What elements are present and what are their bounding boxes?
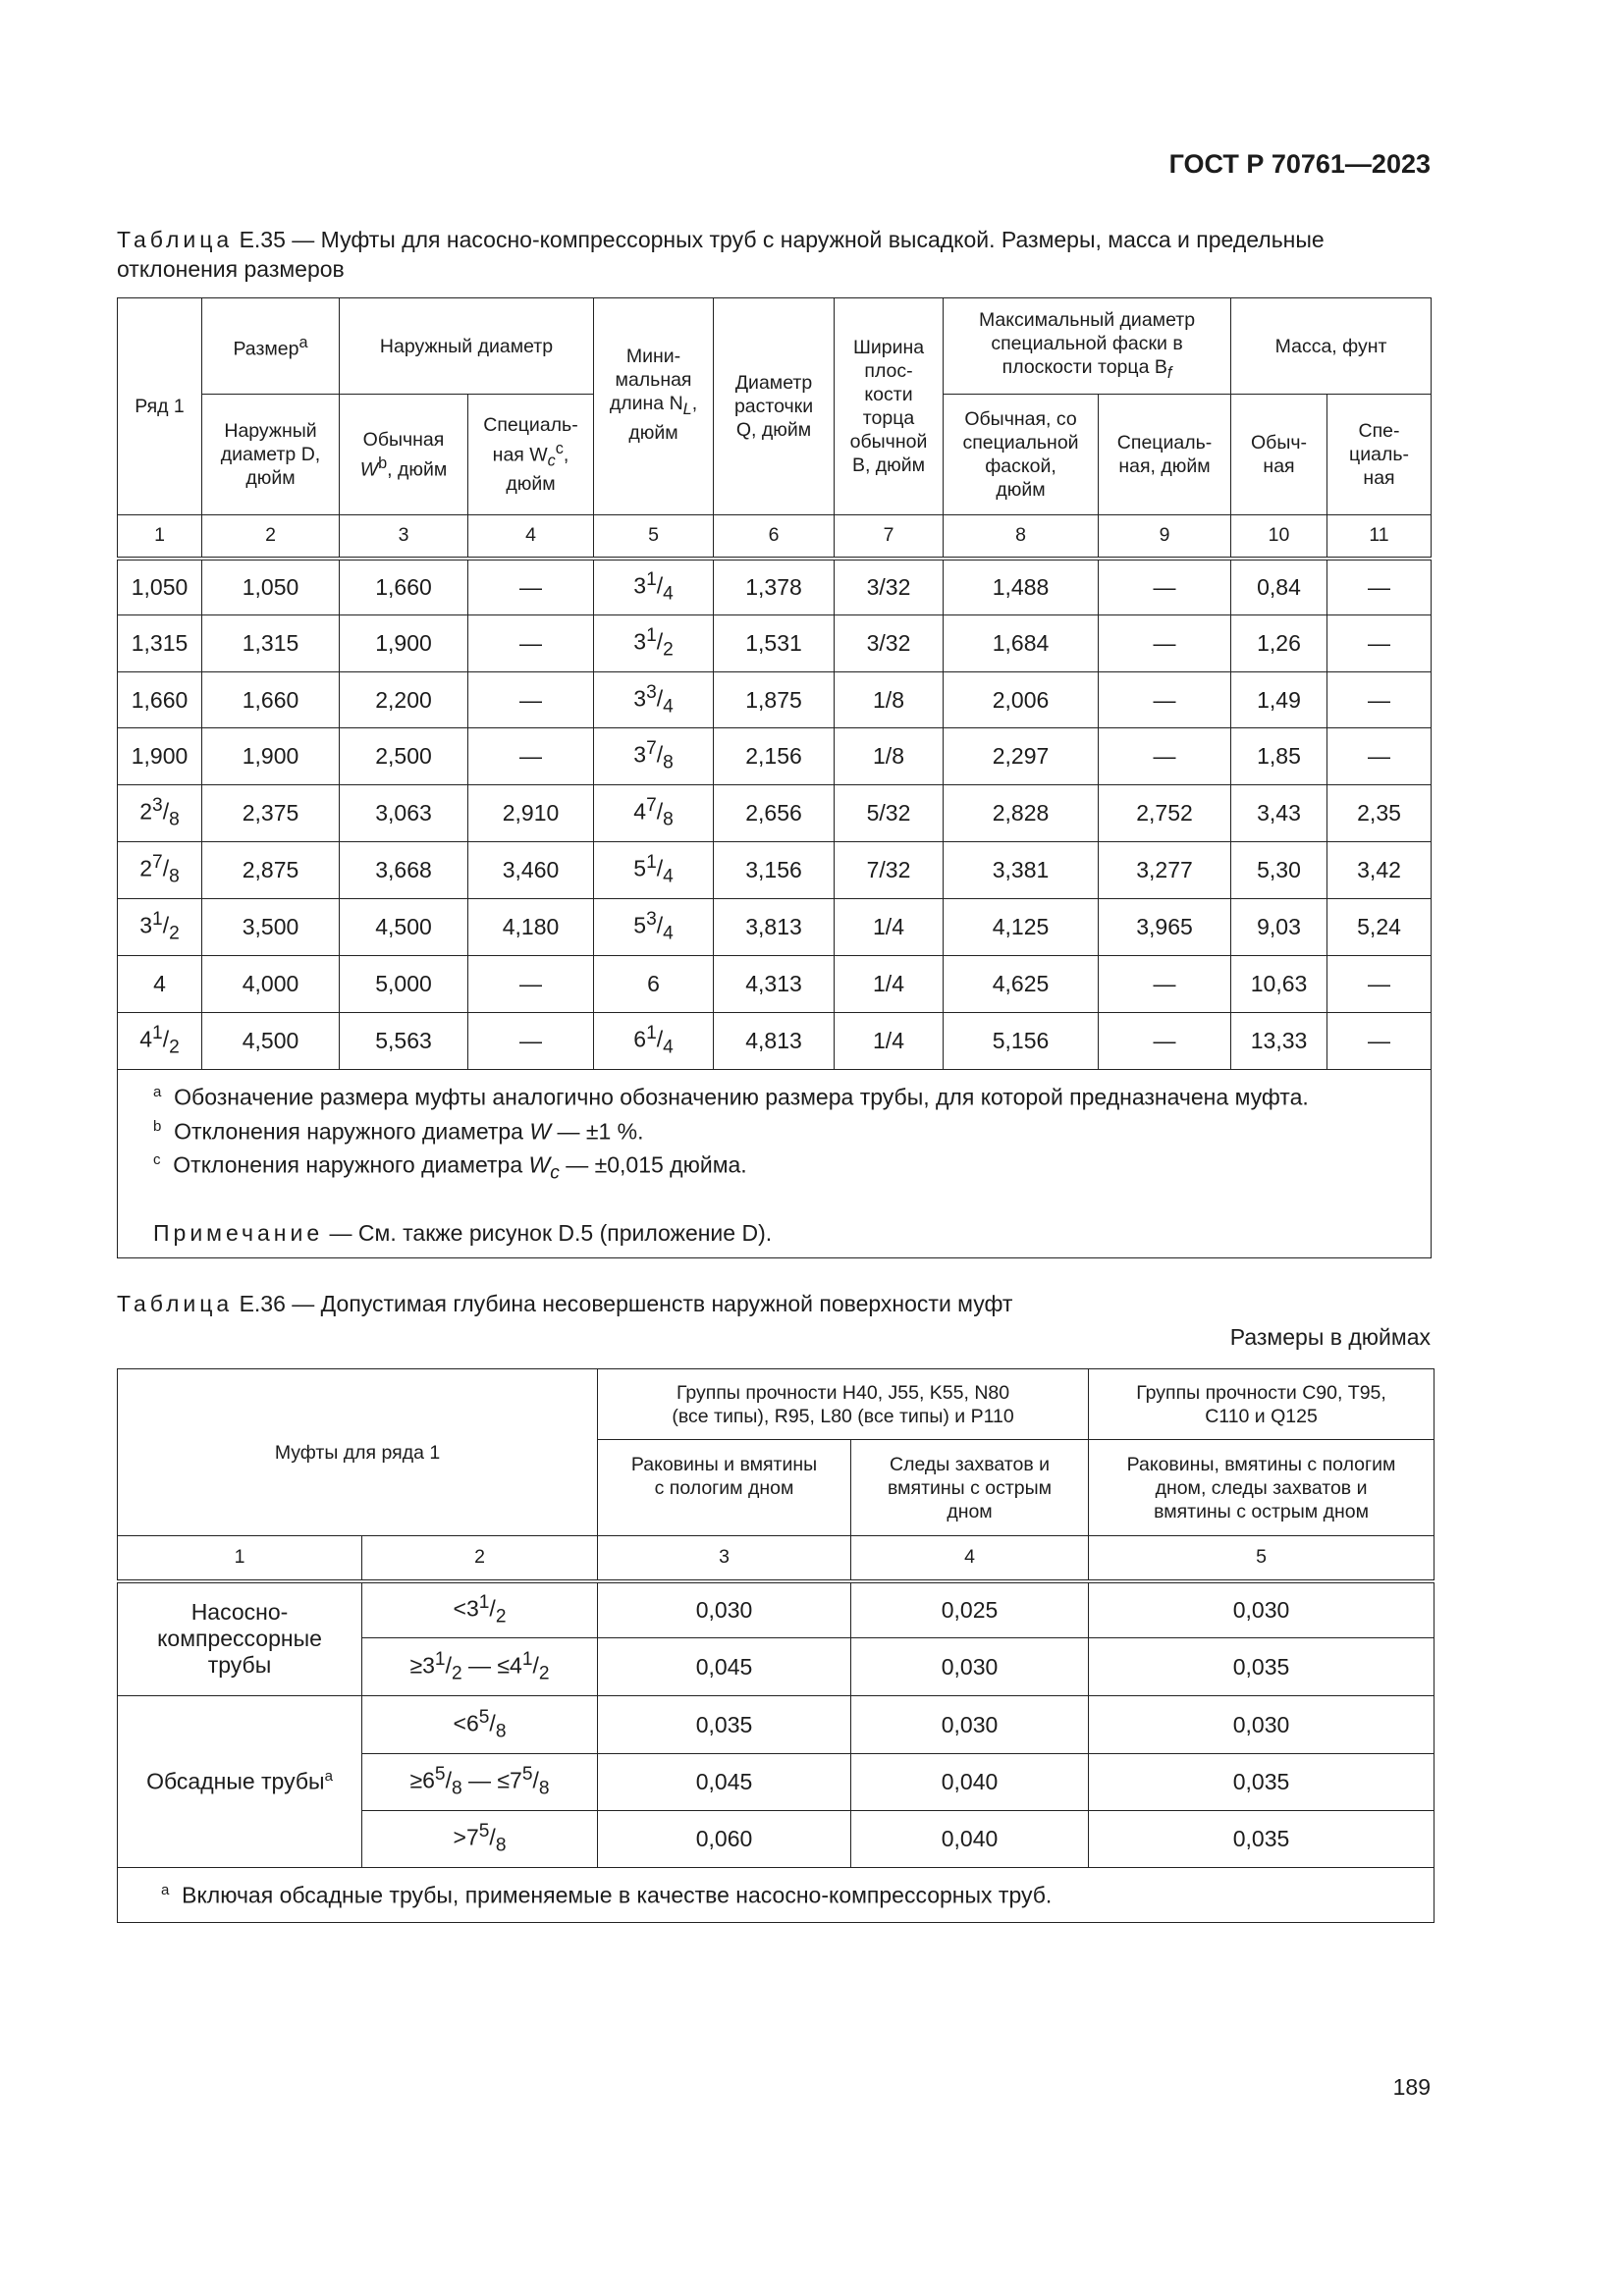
header-regular-W: Обычная $W^b$, дюйм [340,395,468,515]
header-min-length: Мини- мальная длина $N_L$, дюйм [594,298,714,515]
table-35 [117,297,1432,1258]
header-size: Размер$^a$ [202,298,340,395]
column-number: 3 [340,515,468,559]
column-number: 4 [468,515,594,559]
column-number: 10 [1231,515,1327,559]
table-36 [117,1368,1435,1923]
header-bevel-special: Специаль- ная, дюйм [1099,395,1231,515]
caption-id: Е.35 [239,227,286,252]
table-35-caption [117,225,1325,284]
table-row: 1,050 1,050 1,660 — $3^1/_4$ 1,378 3/32 1,488 — 0,84 — [118,559,1432,615]
table-row: $>7^5/_8$ 0,060 0,040 0,035 [118,1811,1435,1868]
column-number: 1 [118,1536,362,1581]
column-number: 9 [1099,515,1231,559]
header-outer-D: Наружный диаметр D, дюйм [202,395,340,515]
table-row: 1,900 1,900 2,500 — $3^7/_8$ 2,156 1/8 2,297 — 1,85 — [118,728,1432,785]
header-mass-regular: Обыч- ная [1231,395,1327,515]
column-number: 2 [202,515,340,559]
footnote-c: $^c$ Отклонения наружного диаметра $W_c$ — ±0,015 дюйма. [153,1151,747,1184]
caption-id: Е.36 [239,1291,286,1316]
column-number: 4 [851,1536,1089,1581]
table-row: 1,660 1,660 2,200 — $3^3/_4$ 1,875 1/8 2,006 — 1,49 — [118,672,1432,728]
column-number: 1 [118,515,202,559]
caption-text-line2: отклонения размеров [117,256,345,282]
column-number: 5 [594,515,714,559]
units-note: Размеры в дюймах [1229,1324,1431,1350]
column-number: 3 [598,1536,851,1581]
header-strength-group-b: Группы прочности С90, Т95, С110 и Q125 [1089,1369,1435,1440]
casing-label: Обсадные трубы$^a$ [118,1696,362,1868]
column-numbers-row [118,515,1432,559]
caption-label: Таблица [117,1291,234,1316]
page-number: 189 [1392,2074,1431,2100]
table-row: $4^1/_2$ 4,500 5,563 — $6^1/_4$ 4,813 1/4 5,156 — 13,33 — [118,1013,1432,1070]
table-row: $\ge 3^1/_2$ — $\le 4^1/_2$ 0,045 0,030 0,035 [118,1638,1435,1696]
table-row: 4 4,000 5,000 — 6 4,313 1/4 4,625 — 10,63 — [118,956,1432,1013]
table-row: Обсадные трубы$^a$ $<6^5/_8$ 0,035 0,030 0,030 [118,1696,1435,1754]
header-max-bevel-diameter: Максимальный диаметр специальной фаски в плоскости торца $B_f$ [944,298,1231,395]
footnote-b: $^b$ Отклонения наружного диаметра W — ±1 %. [153,1117,644,1145]
table-row: $\ge 6^5/_8$ — $\le 7^5/_8$ 0,045 0,040 0,035 [118,1754,1435,1811]
column-number: 8 [944,515,1099,559]
header-bevel-regular: Обычная, со специальной фаской, дюйм [944,395,1099,515]
column-number: 2 [362,1536,598,1581]
table-row: $2^7/_8$ 2,875 3,668 3,460 $5^1/_4$ 3,156 7/32 3,381 3,277 5,30 3,42 [118,842,1432,899]
column-number: 5 [1089,1536,1435,1581]
column-number: 11 [1327,515,1432,559]
header-all-imperfections: Раковины, вмятины с пологим дном, следы захватов и вмятины с острым дном [1089,1440,1435,1536]
header-grip-marks: Следы захватов и вмятины с острым дном [851,1440,1089,1536]
header-row1: Ряд 1 [118,298,202,515]
header-mass-special: Спе- циаль- ная [1327,395,1432,515]
caption-text: — Допустимая глубина несовершенств наружной поверхности муфт [285,1291,1013,1316]
document-number: ГОСТ Р 70761—2023 [1168,149,1431,179]
table-note: Примечание — См. также рисунок D.5 (приложение D). [153,1219,773,1246]
caption-text: — Муфты для насосно-компрессорных труб с наружной высадкой. Размеры, масса и предельные [285,227,1325,252]
table-35-footnotes [118,1070,1432,1258]
table-36-footnote: $^a$ Включая обсадные трубы, применяемые в качестве насосно-компрессорных труб. [118,1868,1435,1923]
header-mass: Масса, фунт [1231,298,1432,395]
header-couplings: Муфты для ряда 1 [118,1369,598,1536]
table-row: $2^3/_8$ 2,375 3,063 2,910 $4^7/_8$ 2,656 5/32 2,828 2,752 3,43 2,35 [118,785,1432,842]
header-bore-diameter: Диаметр расточки Q, дюйм [714,298,835,515]
header-face-width: Ширина плос- кости торца обычной B, дюйм [835,298,944,515]
column-number: 6 [714,515,835,559]
column-number: 7 [835,515,944,559]
table-row: 1,315 1,315 1,900 — $3^1/_2$ 1,531 3/32 1,684 — 1,26 — [118,615,1432,672]
header-strength-group-a: Группы прочности Н40, J55, K55, N80 (все типы), R95, L80 (все типы) и Р110 [598,1369,1089,1440]
table-36-caption [117,1289,1012,1318]
footnote-a: $^a$ Обозначение размера муфты аналогично обозначению размера трубы, для которой предназначена муфта. [153,1084,1309,1110]
caption-label: Таблица [117,227,234,252]
header-pits-dents: Раковины и вмятины с пологим дном [598,1440,851,1536]
column-numbers-row [118,1536,1435,1581]
tubing-label: Насосно- компрессорные трубы [118,1581,362,1696]
header-special-Wc: Специаль- ная $W_c^c$, дюйм [468,395,594,515]
header-outer-diameter: Наружный диаметр [340,298,594,395]
table-row: Насосно- компрессорные трубы $<3^1/_2$ 0,030 0,025 0,030 [118,1581,1435,1638]
table-row: $3^1/_2$ 3,500 4,500 4,180 $5^3/_4$ 3,813 1/4 4,125 3,965 9,03 5,24 [118,899,1432,956]
